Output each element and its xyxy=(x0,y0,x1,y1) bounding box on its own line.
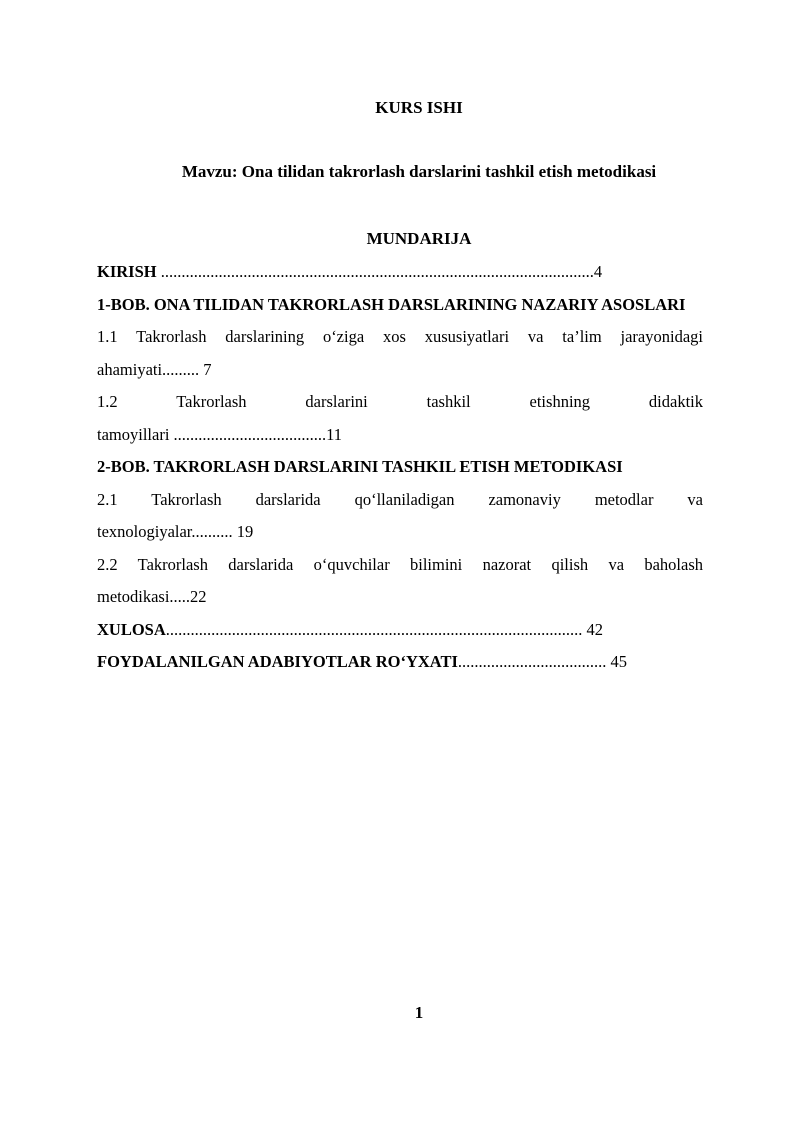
toc-entry-title: 1-BOB. ONA TILIDAN TAKRORLASH DARSLARINING NAZARIY ASOSLARI xyxy=(97,294,686,314)
toc-entry-line: tamoyillari .....................................11 xyxy=(97,424,343,444)
toc-entry-leader: ..................................................................................................... 42 xyxy=(165,619,604,639)
table-of-contents xyxy=(97,256,703,679)
toc-entry-line: texnologiyalar.......... 19 xyxy=(97,522,254,541)
toc-entry-section-1-2 xyxy=(97,386,703,451)
toc-entry-title: FOYDALANILGAN ADABIYOTLAR RO‘YXATI xyxy=(97,652,458,671)
toc-entry-leader: .................................... 45 xyxy=(457,652,628,671)
page-number: 1 xyxy=(414,1003,424,1022)
toc-entry-section-1-1 xyxy=(97,321,703,386)
toc-entry-chapter-1 xyxy=(97,289,703,322)
toc-entry-xulosa xyxy=(97,614,703,647)
toc-entry-section-2-2 xyxy=(97,549,703,614)
toc-entry-title: 2-BOB. TAKRORLASH DARSLARINI TASHKIL ETISH METODIKASI xyxy=(97,457,623,476)
toc-entry-leader: .........................................................................................................4 xyxy=(156,262,603,281)
toc-entry-line: 1.1 Takrorlash darslarining o‘ziga xos xususiyatlari va ta’lim jarayonidagi xyxy=(97,327,703,346)
toc-entry-line: 2.2 Takrorlash darslarida o‘quvchilar bilimini nazorat qilish va baholash xyxy=(97,554,703,574)
toc-entry-line: 1.2 Takrorlash darslarini tashkil etishning didaktik xyxy=(97,392,703,411)
toc-entry-section-2-1 xyxy=(97,484,703,549)
document-topic: Mavzu: Ona tilidan takrorlash darslarini tashkil etish metodikasi xyxy=(181,162,657,181)
contents-heading: MUNDARIJA xyxy=(366,229,472,248)
document-heading: KURS ISHI xyxy=(375,98,463,117)
toc-entry-line: metodikasi.....22 xyxy=(97,587,207,606)
toc-entry-title: XULOSA xyxy=(97,619,166,639)
toc-entry-line: ahamiyati......... 7 xyxy=(97,359,212,379)
toc-entry-line: 2.1 Takrorlash darslarida qo‘llaniladigan zamonaviy metodlar va xyxy=(97,489,703,509)
toc-entry-chapter-2 xyxy=(97,451,703,484)
toc-entry-title: KIRISH xyxy=(97,262,157,281)
toc-entry-kirish xyxy=(97,256,703,289)
toc-entry-references xyxy=(97,646,703,679)
